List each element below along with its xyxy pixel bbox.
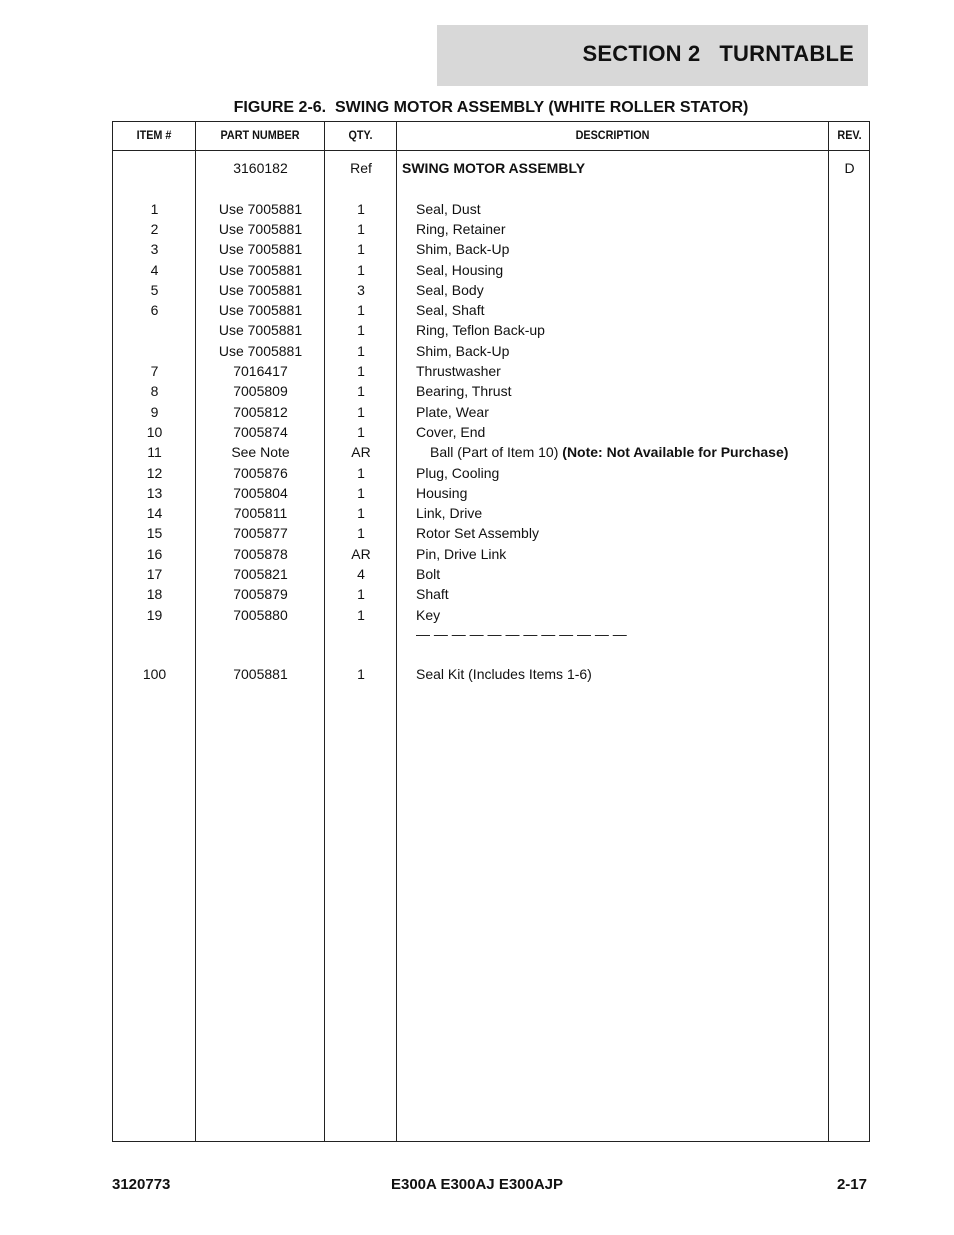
description <box>402 564 842 584</box>
item-number: 5 <box>150 281 159 298</box>
description <box>402 361 842 381</box>
table-row <box>113 199 869 219</box>
part-number: 7005812 <box>233 403 288 420</box>
part-number: 7005804 <box>233 484 288 501</box>
description <box>402 219 842 239</box>
quantity: Ref <box>350 160 372 176</box>
item-number: 19 <box>146 606 163 623</box>
description-text: SWING MOTOR ASSEMBLY <box>402 160 586 176</box>
quantity: 1 <box>357 606 365 623</box>
item-number: 12 <box>146 464 163 481</box>
table-row <box>113 381 869 401</box>
item-number: 17 <box>146 566 163 582</box>
description <box>402 664 842 684</box>
description-text: Pin, Drive Link <box>416 545 507 562</box>
quantity: AR <box>351 545 371 562</box>
table-row <box>113 422 869 442</box>
description-text: Seal, Dust <box>416 200 481 217</box>
quantity: 1 <box>357 665 365 682</box>
item-number: 16 <box>146 545 163 562</box>
table-row <box>113 605 869 625</box>
part-number: 7005877 <box>233 525 288 542</box>
description <box>402 624 842 644</box>
description-text: Ring, Teflon Back-up <box>416 322 545 339</box>
description <box>402 442 856 462</box>
quantity: 1 <box>357 525 365 542</box>
part-number: Use 7005881 <box>218 220 303 237</box>
table-row <box>113 280 869 300</box>
part-number: Use 7005881 <box>218 200 303 217</box>
item-number: 15 <box>146 525 163 542</box>
item-number: 4 <box>150 261 159 278</box>
table-row <box>113 239 869 259</box>
part-number: 7005809 <box>233 383 288 400</box>
part-number: Use 7005881 <box>218 322 303 339</box>
header-description: DESCRIPTION <box>575 128 650 142</box>
item-number: 14 <box>146 505 163 522</box>
part-number: 3160182 <box>233 160 288 176</box>
description-text: Seal Kit (Includes Items 1-6) <box>416 665 592 682</box>
quantity: 1 <box>357 383 365 400</box>
description <box>402 463 842 483</box>
revision: D <box>844 160 855 176</box>
item-number: 18 <box>146 586 163 603</box>
part-number: 7016417 <box>233 363 288 379</box>
description-text: Bolt <box>416 566 441 582</box>
description-text: Housing <box>416 484 468 501</box>
part-number: 7005881 <box>233 665 288 682</box>
part-number: Use 7005881 <box>218 302 303 319</box>
description <box>402 199 842 219</box>
table-row <box>113 503 869 523</box>
description <box>402 260 842 280</box>
part-number: Use 7005881 <box>218 342 303 359</box>
description-text: Plug, Cooling <box>416 464 500 481</box>
description-text: Thrustwasher <box>416 363 501 379</box>
description-text: Key <box>416 606 441 623</box>
quantity: 1 <box>357 423 365 440</box>
quantity: 1 <box>357 322 365 339</box>
quantity: 1 <box>357 200 365 217</box>
table-row <box>113 463 869 483</box>
description <box>402 158 828 178</box>
item-number: 100 <box>142 665 167 682</box>
description <box>402 320 842 340</box>
description-text: Rotor Set Assembly <box>416 525 539 542</box>
table-row <box>113 320 869 340</box>
quantity: 1 <box>357 484 365 501</box>
item-number: 6 <box>150 302 159 319</box>
table-row <box>113 260 869 280</box>
table-row <box>113 402 869 422</box>
item-number: 13 <box>146 484 163 501</box>
item-number: 10 <box>146 423 163 440</box>
quantity: 1 <box>357 241 365 258</box>
part-number: Use 7005881 <box>218 241 303 258</box>
table-header-row <box>113 122 869 151</box>
part-number: 7005821 <box>233 566 288 582</box>
description <box>402 483 842 503</box>
quantity: 1 <box>357 261 365 278</box>
description-text: Seal, Housing <box>416 261 504 278</box>
header-part-number: PART NUMBER <box>220 128 300 142</box>
description-text: Ball (Part of Item 10) <box>430 444 563 461</box>
part-number: Use 7005881 <box>218 261 303 278</box>
description-text: Ring, Retainer <box>416 220 506 237</box>
table-row <box>113 624 869 644</box>
table-row <box>113 158 869 178</box>
table-row <box>113 361 869 381</box>
description-text: Cover, End <box>416 423 486 440</box>
description <box>402 381 842 401</box>
table-row <box>113 300 869 320</box>
item-number: 2 <box>150 220 159 237</box>
quantity: 1 <box>357 403 365 420</box>
quantity: 4 <box>357 566 365 582</box>
quantity: 1 <box>357 505 365 522</box>
part-number: 7005876 <box>233 464 288 481</box>
part-number: 7005874 <box>233 423 288 440</box>
description-text: Shim, Back-Up <box>416 342 510 359</box>
footer-model-list: E300A E300AJ E300AJP <box>390 1176 564 1193</box>
description-text: Shaft <box>416 586 449 603</box>
quantity: 1 <box>357 363 365 379</box>
header-item: ITEM # <box>136 128 172 142</box>
quantity: AR <box>351 444 371 461</box>
quantity: 1 <box>357 464 365 481</box>
description <box>402 300 842 320</box>
description-text: Shim, Back-Up <box>416 241 510 258</box>
table-row <box>113 341 869 361</box>
description-text: Seal, Shaft <box>416 302 485 319</box>
header-rev: REV. <box>837 128 862 142</box>
footer-document-number: 3120773 <box>112 1176 171 1193</box>
item-number: 1 <box>150 200 159 217</box>
figure-title: FIGURE 2-6. SWING MOTOR ASSEMBLY (WHITE ROLLER STATOR) <box>233 99 749 116</box>
table-row <box>113 483 869 503</box>
description <box>402 402 842 422</box>
description <box>402 280 842 300</box>
header-qty: QTY. <box>348 128 373 142</box>
description <box>402 503 842 523</box>
table-row <box>113 219 869 239</box>
part-number: 7005811 <box>233 505 288 522</box>
quantity: 1 <box>357 342 365 359</box>
description-text: Bearing, Thrust <box>416 383 512 400</box>
table-row <box>113 584 869 604</box>
part-number: 7005879 <box>233 586 288 603</box>
table-row <box>113 523 869 543</box>
description <box>402 605 842 625</box>
description-text: Plate, Wear <box>416 403 489 420</box>
quantity: 1 <box>357 302 365 319</box>
description-note: (Note: Not Available for Purchase) <box>562 444 789 461</box>
description <box>402 584 842 604</box>
table-row <box>113 544 869 564</box>
table-row <box>113 664 869 684</box>
table-row <box>113 564 869 584</box>
quantity: 3 <box>357 281 365 298</box>
part-number: Use 7005881 <box>218 281 303 298</box>
item-number: 9 <box>150 403 159 420</box>
quantity: 1 <box>357 220 365 237</box>
description <box>402 422 842 442</box>
parts-table <box>112 121 870 1142</box>
description-text: Link, Drive <box>416 505 483 522</box>
part-number: 7005878 <box>233 545 288 562</box>
table-row <box>113 442 869 462</box>
description <box>402 544 842 564</box>
description <box>402 239 842 259</box>
item-number: 7 <box>150 363 159 379</box>
section-header <box>437 25 868 86</box>
section-title: SECTION 2 TURNTABLE <box>582 41 854 66</box>
item-number: 11 <box>147 444 162 461</box>
item-number: 8 <box>150 383 159 400</box>
part-number: See Note <box>231 444 290 461</box>
part-number: 7005880 <box>233 606 288 623</box>
description <box>402 523 842 543</box>
item-number: 3 <box>150 241 159 258</box>
description-text: Seal, Body <box>416 281 484 298</box>
description-text: — — — — — — — — — — — — <box>416 625 627 642</box>
description <box>402 341 842 361</box>
quantity: 1 <box>357 586 365 603</box>
footer-page-number: 2-17 <box>836 1176 867 1193</box>
